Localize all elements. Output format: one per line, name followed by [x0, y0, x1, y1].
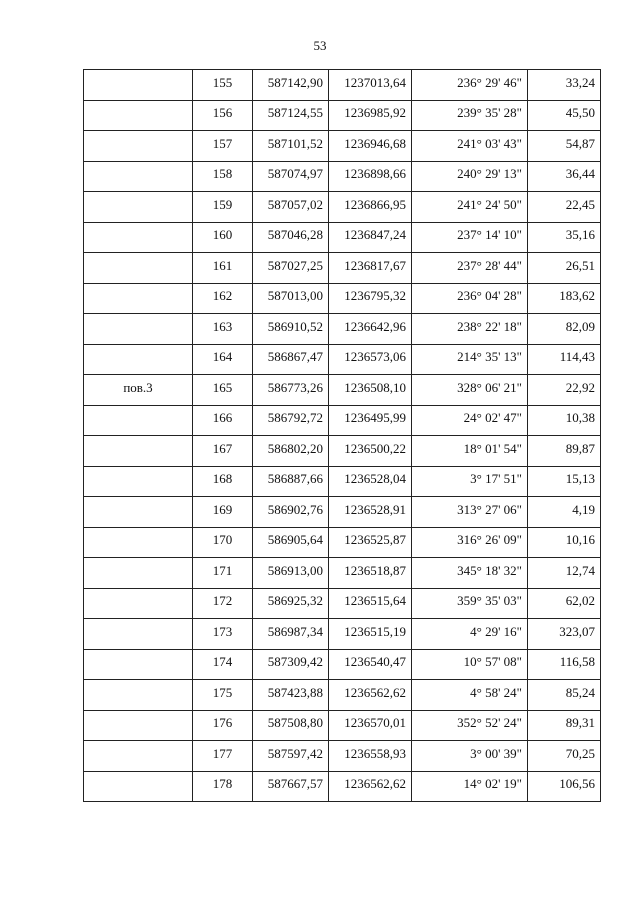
- x-coordinate-cell: 586867,47: [253, 344, 329, 375]
- distance-cell: 35,16: [528, 222, 601, 253]
- distance-cell: 15,13: [528, 466, 601, 497]
- section-label-cell: [84, 710, 193, 741]
- table-row: [84, 161, 601, 192]
- section-label-cell: [84, 588, 193, 619]
- x-coordinate-cell: 587101,52: [253, 131, 329, 162]
- point-number-cell: 165: [193, 375, 253, 406]
- y-coordinate-cell: 1237013,64: [329, 70, 412, 101]
- table-row: [84, 222, 601, 253]
- distance-cell: 26,51: [528, 253, 601, 284]
- section-label-cell: [84, 497, 193, 528]
- x-coordinate-cell: 586913,00: [253, 558, 329, 589]
- y-coordinate-cell: 1236795,32: [329, 283, 412, 314]
- bearing-angle-cell: 352° 52' 24": [412, 710, 528, 741]
- table-row: [84, 527, 601, 558]
- point-number-cell: 174: [193, 649, 253, 680]
- point-number-cell: 162: [193, 283, 253, 314]
- bearing-angle-cell: 4° 58' 24": [412, 680, 528, 711]
- section-label-cell: пов.3: [84, 375, 193, 406]
- y-coordinate-cell: 1236898,66: [329, 161, 412, 192]
- x-coordinate-cell: 587309,42: [253, 649, 329, 680]
- y-coordinate-cell: 1236500,22: [329, 436, 412, 467]
- table-row: [84, 100, 601, 131]
- bearing-angle-cell: 3° 00' 39": [412, 741, 528, 772]
- distance-cell: 22,45: [528, 192, 601, 223]
- bearing-angle-cell: 241° 03' 43": [412, 131, 528, 162]
- y-coordinate-cell: 1236518,87: [329, 558, 412, 589]
- bearing-angle-cell: 328° 06' 21": [412, 375, 528, 406]
- x-coordinate-cell: 586925,32: [253, 588, 329, 619]
- distance-cell: 10,38: [528, 405, 601, 436]
- bearing-angle-cell: 237° 14' 10": [412, 222, 528, 253]
- table-row: [84, 375, 601, 406]
- point-number-cell: 172: [193, 588, 253, 619]
- y-coordinate-cell: 1236946,68: [329, 131, 412, 162]
- x-coordinate-cell: 586905,64: [253, 527, 329, 558]
- y-coordinate-cell: 1236866,95: [329, 192, 412, 223]
- distance-cell: 62,02: [528, 588, 601, 619]
- x-coordinate-cell: 587027,25: [253, 253, 329, 284]
- section-label-cell: [84, 100, 193, 131]
- table-row: [84, 314, 601, 345]
- section-label-cell: [84, 70, 193, 101]
- x-coordinate-cell: 586887,66: [253, 466, 329, 497]
- y-coordinate-cell: 1236847,24: [329, 222, 412, 253]
- y-coordinate-cell: 1236642,96: [329, 314, 412, 345]
- distance-cell: 45,50: [528, 100, 601, 131]
- x-coordinate-cell: 587124,55: [253, 100, 329, 131]
- section-label-cell: [84, 680, 193, 711]
- bearing-angle-cell: 237° 28' 44": [412, 253, 528, 284]
- table-row: [84, 771, 601, 802]
- distance-cell: 89,31: [528, 710, 601, 741]
- bearing-angle-cell: 236° 29' 46": [412, 70, 528, 101]
- table-row: [84, 70, 601, 101]
- point-number-cell: 168: [193, 466, 253, 497]
- x-coordinate-cell: 587508,80: [253, 710, 329, 741]
- point-number-cell: 166: [193, 405, 253, 436]
- y-coordinate-cell: 1236558,93: [329, 741, 412, 772]
- section-label-cell: [84, 741, 193, 772]
- coordinates-table-body: [84, 70, 601, 802]
- x-coordinate-cell: 586773,26: [253, 375, 329, 406]
- bearing-angle-cell: 18° 01' 54": [412, 436, 528, 467]
- point-number-cell: 178: [193, 771, 253, 802]
- section-label-cell: [84, 436, 193, 467]
- bearing-angle-cell: 241° 24' 50": [412, 192, 528, 223]
- x-coordinate-cell: 587046,28: [253, 222, 329, 253]
- section-label-cell: [84, 131, 193, 162]
- bearing-angle-cell: 4° 29' 16": [412, 619, 528, 650]
- bearing-angle-cell: 24° 02' 47": [412, 405, 528, 436]
- bearing-angle-cell: 359° 35' 03": [412, 588, 528, 619]
- table-row: [84, 253, 601, 284]
- section-label-cell: [84, 344, 193, 375]
- y-coordinate-cell: 1236817,67: [329, 253, 412, 284]
- distance-cell: 323,07: [528, 619, 601, 650]
- point-number-cell: 177: [193, 741, 253, 772]
- distance-cell: 106,56: [528, 771, 601, 802]
- point-number-cell: 163: [193, 314, 253, 345]
- section-label-cell: [84, 161, 193, 192]
- bearing-angle-cell: 10° 57' 08": [412, 649, 528, 680]
- section-label-cell: [84, 466, 193, 497]
- distance-cell: 89,87: [528, 436, 601, 467]
- section-label-cell: [84, 192, 193, 223]
- x-coordinate-cell: 586792,72: [253, 405, 329, 436]
- table-row: [84, 741, 601, 772]
- section-label-cell: [84, 222, 193, 253]
- bearing-angle-cell: 240° 29' 13": [412, 161, 528, 192]
- x-coordinate-cell: 587597,42: [253, 741, 329, 772]
- x-coordinate-cell: 587057,02: [253, 192, 329, 223]
- table-row: [84, 436, 601, 467]
- bearing-angle-cell: 14° 02' 19": [412, 771, 528, 802]
- table-row: [84, 466, 601, 497]
- table-row: [84, 344, 601, 375]
- distance-cell: 4,19: [528, 497, 601, 528]
- table-row: [84, 131, 601, 162]
- section-label-cell: [84, 314, 193, 345]
- y-coordinate-cell: 1236495,99: [329, 405, 412, 436]
- distance-cell: 82,09: [528, 314, 601, 345]
- point-number-cell: 173: [193, 619, 253, 650]
- y-coordinate-cell: 1236570,01: [329, 710, 412, 741]
- distance-cell: 183,62: [528, 283, 601, 314]
- bearing-angle-cell: 313° 27' 06": [412, 497, 528, 528]
- bearing-angle-cell: 345° 18' 32": [412, 558, 528, 589]
- section-label-cell: [84, 619, 193, 650]
- table-row: [84, 283, 601, 314]
- distance-cell: 36,44: [528, 161, 601, 192]
- point-number-cell: 159: [193, 192, 253, 223]
- point-number-cell: 171: [193, 558, 253, 589]
- point-number-cell: 161: [193, 253, 253, 284]
- point-number-cell: 156: [193, 100, 253, 131]
- point-number-cell: 176: [193, 710, 253, 741]
- y-coordinate-cell: 1236515,64: [329, 588, 412, 619]
- y-coordinate-cell: 1236540,47: [329, 649, 412, 680]
- distance-cell: 70,25: [528, 741, 601, 772]
- y-coordinate-cell: 1236508,10: [329, 375, 412, 406]
- x-coordinate-cell: 587013,00: [253, 283, 329, 314]
- table-row: [84, 588, 601, 619]
- point-number-cell: 157: [193, 131, 253, 162]
- x-coordinate-cell: 586910,52: [253, 314, 329, 345]
- distance-cell: 54,87: [528, 131, 601, 162]
- table-row: [84, 649, 601, 680]
- table-row: [84, 710, 601, 741]
- table-row: [84, 497, 601, 528]
- point-number-cell: 170: [193, 527, 253, 558]
- distance-cell: 22,92: [528, 375, 601, 406]
- point-number-cell: 169: [193, 497, 253, 528]
- section-label-cell: [84, 649, 193, 680]
- distance-cell: 10,16: [528, 527, 601, 558]
- x-coordinate-cell: 587423,88: [253, 680, 329, 711]
- section-label-cell: [84, 283, 193, 314]
- table-row: [84, 558, 601, 589]
- bearing-angle-cell: 3° 17' 51": [412, 466, 528, 497]
- section-label-cell: [84, 558, 193, 589]
- x-coordinate-cell: 586802,20: [253, 436, 329, 467]
- bearing-angle-cell: 214° 35' 13": [412, 344, 528, 375]
- x-coordinate-cell: 587142,90: [253, 70, 329, 101]
- section-label-cell: [84, 771, 193, 802]
- point-number-cell: 175: [193, 680, 253, 711]
- y-coordinate-cell: 1236515,19: [329, 619, 412, 650]
- page-number: 53: [313, 38, 327, 53]
- section-label-cell: [84, 405, 193, 436]
- y-coordinate-cell: 1236525,87: [329, 527, 412, 558]
- y-coordinate-cell: 1236573,06: [329, 344, 412, 375]
- table-row: [84, 619, 601, 650]
- table-row: [84, 192, 601, 223]
- point-number-cell: 167: [193, 436, 253, 467]
- point-number-cell: 164: [193, 344, 253, 375]
- table-row: [84, 405, 601, 436]
- section-label-cell: [84, 527, 193, 558]
- coordinates-table: [83, 69, 601, 802]
- y-coordinate-cell: 1236528,04: [329, 466, 412, 497]
- x-coordinate-cell: 586987,34: [253, 619, 329, 650]
- table-row: [84, 680, 601, 711]
- y-coordinate-cell: 1236562,62: [329, 771, 412, 802]
- point-number-cell: 160: [193, 222, 253, 253]
- bearing-angle-cell: 316° 26' 09": [412, 527, 528, 558]
- bearing-angle-cell: 238° 22' 18": [412, 314, 528, 345]
- distance-cell: 114,43: [528, 344, 601, 375]
- x-coordinate-cell: 586902,76: [253, 497, 329, 528]
- bearing-angle-cell: 239° 35' 28": [412, 100, 528, 131]
- x-coordinate-cell: 587074,97: [253, 161, 329, 192]
- distance-cell: 85,24: [528, 680, 601, 711]
- point-number-cell: 158: [193, 161, 253, 192]
- y-coordinate-cell: 1236562,62: [329, 680, 412, 711]
- bearing-angle-cell: 236° 04' 28": [412, 283, 528, 314]
- distance-cell: 33,24: [528, 70, 601, 101]
- point-number-cell: 155: [193, 70, 253, 101]
- x-coordinate-cell: 587667,57: [253, 771, 329, 802]
- section-label-cell: [84, 253, 193, 284]
- y-coordinate-cell: 1236528,91: [329, 497, 412, 528]
- y-coordinate-cell: 1236985,92: [329, 100, 412, 131]
- distance-cell: 116,58: [528, 649, 601, 680]
- distance-cell: 12,74: [528, 558, 601, 589]
